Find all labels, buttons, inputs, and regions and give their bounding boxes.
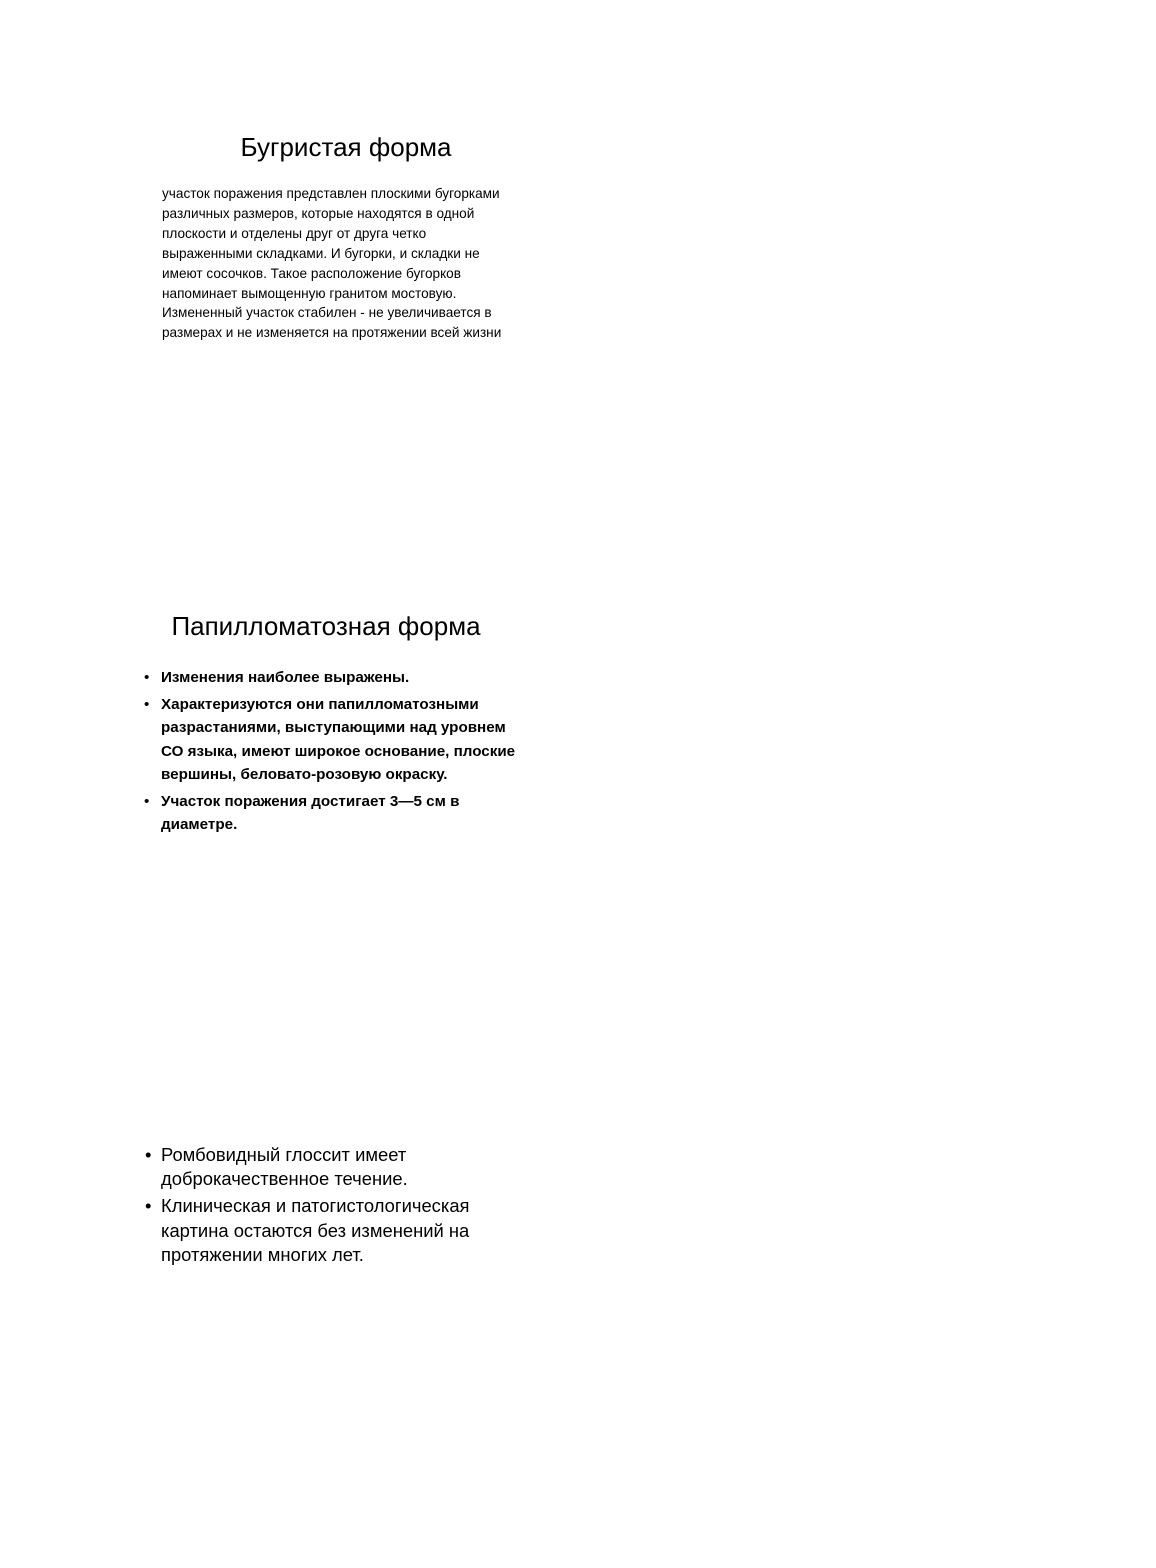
list-item-text: Характеризуются они папилломатозными разрастаниями, выступающими над уровнем СО языка, имеют широкое основание, плоские вершины, беловато-розовую окраску. [161, 696, 516, 783]
list-item [140, 790, 530, 836]
list-item-text: Ромбовидный глоссит имеет доброкачественное течение. [161, 1144, 408, 1190]
list-item [140, 693, 530, 786]
bullet-icon: • [144, 793, 150, 811]
bullet-list [140, 1143, 520, 1267]
list-item [140, 666, 530, 689]
summary-section [140, 1143, 520, 1270]
papillomatous-form-section [140, 608, 530, 840]
bullet-icon: • [145, 1195, 152, 1217]
list-item-text: Участок поражения достигает 3—5 см в диаметре. [161, 793, 460, 834]
list-item [140, 1194, 520, 1267]
list-item [140, 1143, 520, 1191]
list-item-text: Клиническая и патогистологическая картина остаются без изменений на протяжении многих лет. [161, 1195, 470, 1265]
tuberous-form-section [162, 130, 522, 343]
bullet-icon: • [144, 669, 150, 686]
bullet-icon: • [144, 696, 150, 714]
section-paragraph: участок поражения представлен плоскими бугорками различных размеров, которые находятся в одной плоскости и отделены друг от друга четко выраженными складками. И бугорки, и складки не имеют сосочков. Такое расположение бугорков напоминает вымощенную гранитом мостовую. Измененный участок стабилен - не увеличивается в размерах и не изменяется на протяжении всей жизни [162, 186, 502, 341]
list-item-text: Изменения наиболее выражены. [161, 669, 410, 686]
bullet-list [140, 666, 530, 836]
section-heading: Папилломатозная форма [171, 611, 481, 641]
section-heading: Бугристая форма [240, 132, 452, 162]
bullet-icon: • [145, 1144, 152, 1165]
